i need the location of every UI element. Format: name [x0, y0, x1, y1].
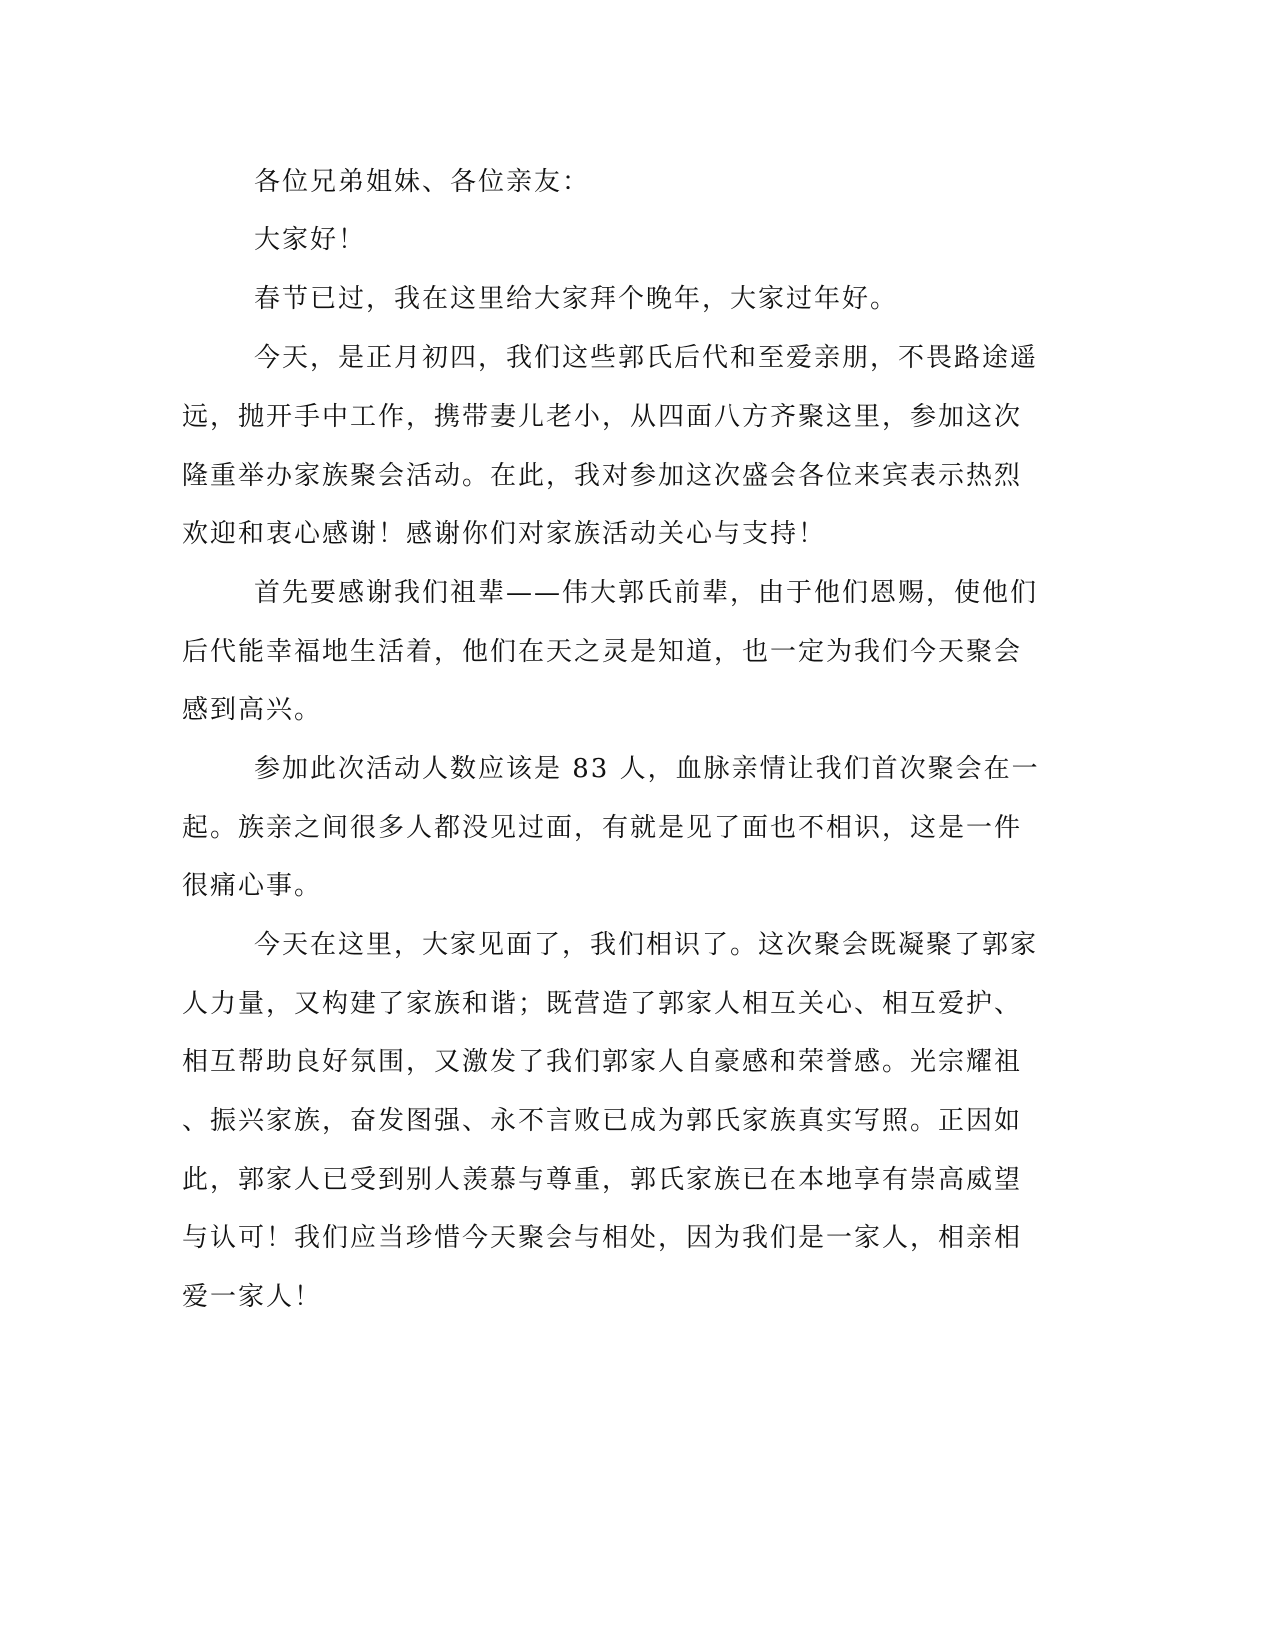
paragraph-3-line-1: 首先要感谢我们祖辈——伟大郭氏前辈，由于他们恩赐，使他们	[254, 578, 1039, 608]
paragraph-3-line-3: 感到高兴。	[182, 695, 323, 725]
paragraph-4-line-1: 参加此次活动人数应该是 83 人，血脉亲情让我们首次聚会在一	[254, 754, 1040, 784]
greeting-line: 各位兄弟姐妹、各位亲友：	[254, 167, 591, 197]
paragraph-2-line-1: 今天，是正月初四，我们这些郭氏后代和至爱亲朋，不畏路途遥	[254, 343, 1039, 373]
paragraph-1-line: 春节已过，我在这里给大家拜个晚年，大家过年好。	[254, 284, 899, 314]
paragraph-5-line-3: 相互帮助良好氛围，又激发了我们郭家人自豪感和荣誉感。光宗耀祖	[182, 1047, 1023, 1077]
paragraph-2-line-2: 远，抛开手中工作，携带妻儿老小，从四面八方齐聚这里，参加这次	[182, 402, 1023, 432]
paragraph-4-line-3: 很痛心事。	[182, 871, 323, 901]
paragraph-5-line-7: 爱一家人！	[182, 1282, 323, 1312]
paragraph-5-line-4: 、振兴家族，奋发图强、永不言败已成为郭氏家族真实写照。正因如	[182, 1106, 1023, 1136]
paragraph-5-line-2: 人力量，又构建了家族和谐；既营造了郭家人相互关心、相互爱护、	[182, 989, 1023, 1019]
paragraph-5-line-6: 与认可！我们应当珍惜今天聚会与相处，因为我们是一家人，相亲相	[182, 1223, 1023, 1253]
salutation-line: 大家好！	[254, 225, 367, 255]
paragraph-5-line-1: 今天在这里，大家见面了，我们相识了。这次聚会既凝聚了郭家	[254, 930, 1039, 960]
paragraph-2-line-3: 隆重举办家族聚会活动。在此，我对参加这次盛会各位来宾表示热烈	[182, 461, 1023, 491]
paragraph-5-line-5: 此，郭家人已受到别人羡慕与尊重，郭氏家族已在本地享有崇高威望	[182, 1165, 1023, 1195]
paragraph-2-line-4: 欢迎和衷心感谢！感谢你们对家族活动关心与支持！	[182, 519, 827, 549]
paragraph-4-line-2: 起。族亲之间很多人都没见过面，有就是见了面也不相识，这是一件	[182, 813, 1023, 843]
paragraph-3-line-2: 后代能幸福地生活着，他们在天之灵是知道，也一定为我们今天聚会	[182, 637, 1023, 667]
